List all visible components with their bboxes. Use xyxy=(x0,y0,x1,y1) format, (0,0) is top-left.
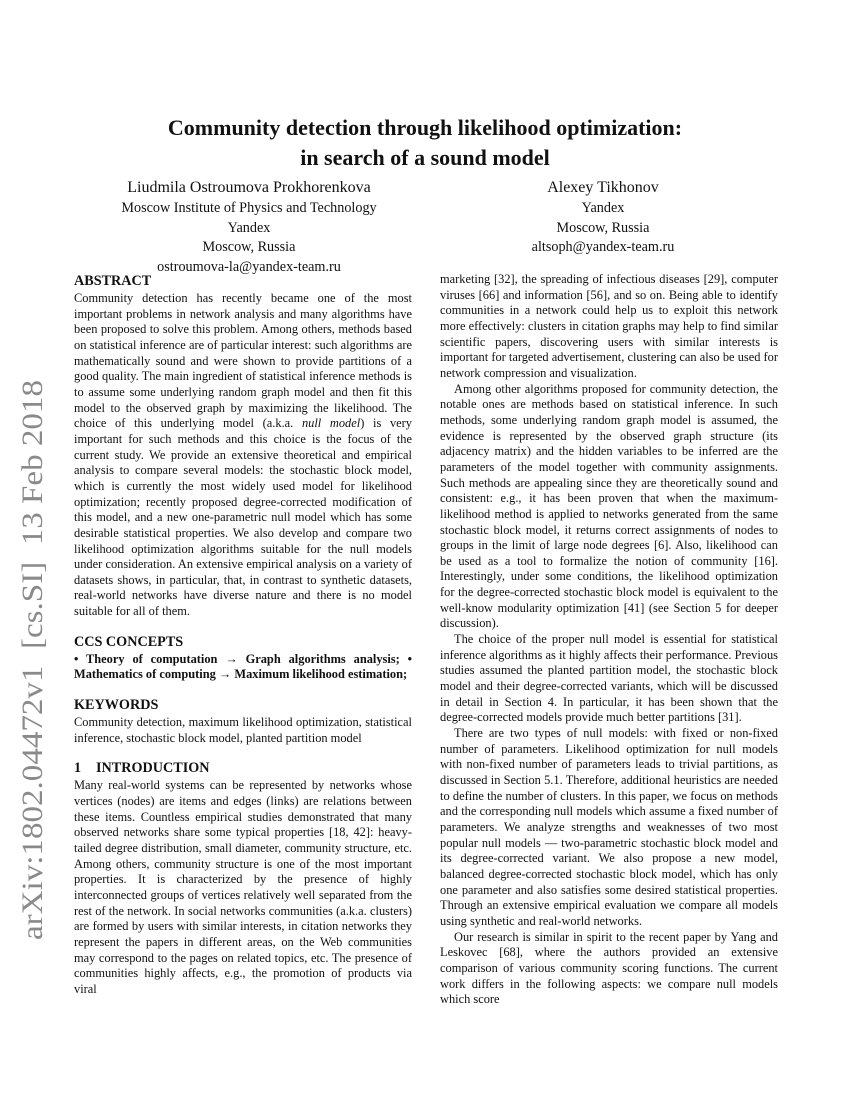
title-line-2: in search of a sound model xyxy=(300,145,550,170)
keywords-heading: KEYWORDS xyxy=(74,697,159,714)
title-line-1: Community detection through likelihood optimization: xyxy=(167,115,683,140)
ccs-heading: CCS CONCEPTS xyxy=(74,633,184,650)
intro-paragraph-4: There are two types of null models: with fixed or non-fixed number of parameters. Likelihood optimization for null models with non-fixed number of parameters leads to trivial partitions, as discussed in Section 5.1. Therefore, additional heuristics are needed to define the number of clusters. In this paper, we focus on methods and the corresponding null models which assume a fixed number of parameters. We analyze strengths and weaknesses of two most popular null models — two-parametric stochastic block model and its degree-corrected variant. We also propose a new model, balanced degree-corrected stochastic block model, which has only one parameter and also satisfies some desired statistical properties. Through an extensive empirical evaluation we compare all models using synthetic and real-world networks. xyxy=(440,726,778,928)
right-column xyxy=(440,272,778,1008)
intro-paragraph-1: Many real-world systems can be represented by networks whose vertices (nodes) are items and edges (links) are relations between these items. Countless empirical studies demonstrated that many observed networks share some typical properties [18, 42]: heavy-tailed degree distribution, small diameter, community structure, etc. Among others, community structure is one of the most important properties. It is characterized by the presence of highly interconnected groups of vertices relatively well separated from the rest of the network. In social networks communities (a.k.a. clusters) are formed by users with similar interests, in citation networks they represent the papers in different areas, on the Web communities may correspond to the pages on related topics, etc. The presence of communities highly affects, e.g., the promotion of products via viral xyxy=(74,778,412,996)
section-title: INTRODUCTION xyxy=(96,760,210,777)
abstract-text: Community detection has recently became one of the most important problems in network analysis and many algorithms have been proposed to solve this problem. Among others, methods based on statistical inference are of particular interest: such algorithms are mathematically sound and were shown to provide partitions of a good quality. The main ingredient of statistical inference methods is to assume some underlying random graph model and then fit this model to the observed graph by maximizing the likelihood. The choice of this underlying model (a.k.a. null model) is very important for such methods and this choice is the focus of the current study. We provide an extensive theoretical and empirical analysis to compare several models: the stochastic block model, which is currently the most widely used model for likelihood optimization; recently proposed degree-corrected modification of this model, and a new one-parametric null model which has some desirable statistical properties. We also develop and compare two likelihood optimization algorithms suitable for the null models under consideration. An extensive empirical analysis on a variety of datasets shows, in particular, that, in contrast to synthetic datasets, real-world networks have diverse nature and there is no model suitable for all of them. xyxy=(74,291,412,619)
author-block-2 xyxy=(428,178,778,258)
author-affiliation: Yandex xyxy=(581,200,625,216)
left-column xyxy=(74,272,412,998)
author-location: Moscow, Russia xyxy=(556,219,650,236)
section-number: 1 xyxy=(74,760,82,777)
abstract-heading: ABSTRACT xyxy=(74,273,152,289)
author-name: Liudmila Ostroumova Prokhorenkova xyxy=(127,179,371,196)
author-email: ostroumova-la@yandex-team.ru xyxy=(157,258,341,275)
author-email: altsoph@yandex-team.ru xyxy=(531,239,675,255)
intro-paragraph-1-continued: marketing [32], the spreading of infectious diseases [29], computer viruses [66] and information [56], and so on. Being able to identify communities in a network could help us to exploit this network more effectively: clusters in citation graphs may help to find similar scientific papers, discovering users with similar interests is important for targeted advertisement, clustering can also be used for network compression and visualization. xyxy=(440,272,778,380)
author-location: Moscow, Russia xyxy=(202,239,296,255)
ccs-concepts-text: • Theory of computation → Graph algorithms analysis; • Mathematics of computing → Maximum likelihood estimation; xyxy=(74,651,412,682)
author-affiliation: Moscow Institute of Physics and Technology xyxy=(121,200,377,216)
author-affiliation: Yandex xyxy=(227,219,271,236)
author-block-1 xyxy=(74,178,424,277)
intro-paragraph-3: The choice of the proper null model is essential for statistical inference algorithms as it highly affects their performance. Previous studies assumed the planted partition model, the stochastic block model and their degree-corrected variants, which will be discussed in detail in Section 4. In particular, it has been shown that the degree-corrected models provide much better partitions [31]. xyxy=(440,632,778,725)
arxiv-id-text: arXiv:1802.04472v1 [cs.SI] 13 Feb 2018 xyxy=(16,431,49,940)
author-name: Alexey Tikhonov xyxy=(547,179,659,196)
keywords-text: Community detection, maximum likelihood optimization, statistical inference, stochastic block model, planted partition model xyxy=(74,715,412,745)
intro-paragraph-2: Among other algorithms proposed for community detection, the notable ones are methods based on statistical inference. In such methods, some underlying random graph model is assumed, the evidence is represented by the observed graph structure (its adjacency matrix) and the hidden variables to be inferred are the parameters of the model together with community assignments. Such methods are appealing since they are theoretically sound and consistent: e.g., it has been proven that when the maximum-likelihood method is applied to networks generated from the same stochastic block model, it returns correct assignments of nodes to groups in the limit of large node degrees [6]. Also, likelihood can be used as a tool to formalize the notion of community [16]. Interestingly, under some conditions, the likelihood optimization for the degree-corrected stochastic block model is equivalent to the well-know modularity optimization [41] (see Section 5 for deeper discussion). xyxy=(440,381,778,631)
arxiv-identifier-stamp xyxy=(0,0,60,1100)
introduction-heading xyxy=(74,759,412,777)
intro-paragraph-5: Our research is similar in spirit to the recent paper by Yang and Leskovec [68], where the authors provided an extensive comparison of various community scoring functions. The current work differs in the following aspects: we compare null models which score xyxy=(440,929,778,1007)
abstract-emphasis: null model xyxy=(301,416,361,431)
paper-title xyxy=(74,113,776,173)
